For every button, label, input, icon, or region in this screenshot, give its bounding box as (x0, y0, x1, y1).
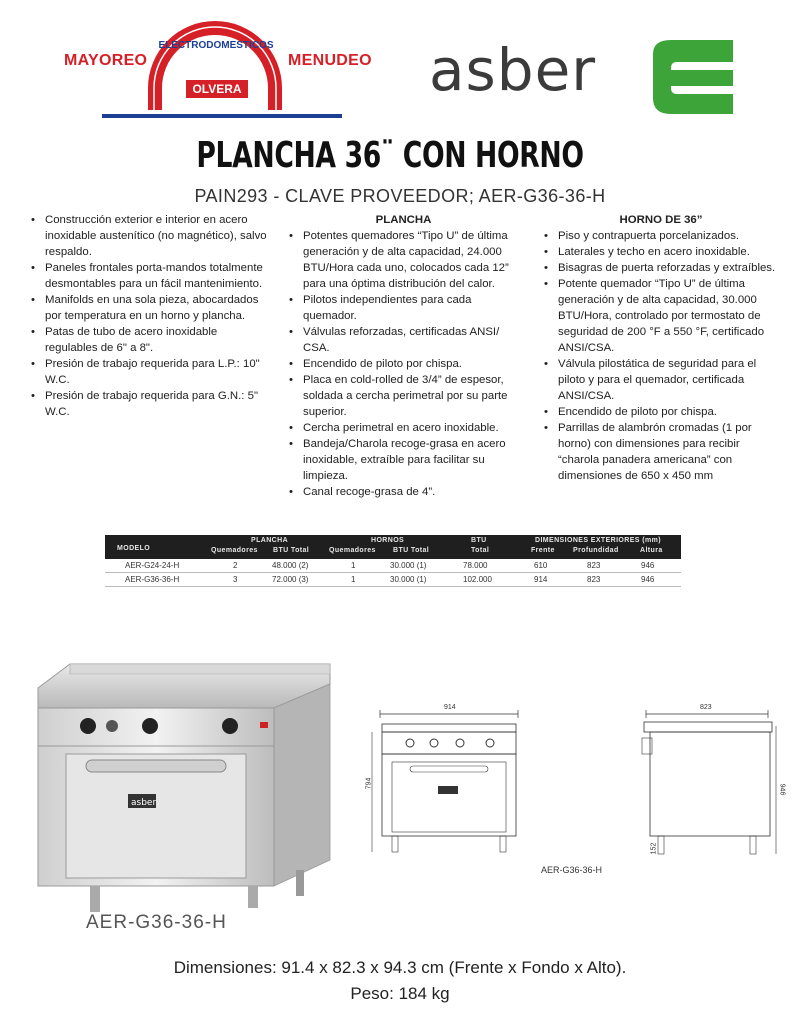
cell-modelo: AER-G24-24-H (125, 561, 180, 570)
th-group-plancha: PLANCHA (251, 537, 289, 544)
asber-logo (425, 30, 745, 120)
side-depth-label: 823 (700, 704, 712, 711)
front-height-label: 794 (365, 777, 373, 790)
product-photo (30, 660, 350, 940)
plancha-features-column (286, 212, 521, 500)
list-item: • Canal recoge-grasa de 4”. (286, 484, 521, 500)
list-item: • Manifolds en una sola pieza, abocardados por temperatura en un horno y plancha. (28, 292, 268, 324)
cell-btu-plancha: 72.000 (3) (272, 575, 309, 584)
logo-arch-icon (140, 18, 290, 114)
cell-frente: 610 (534, 561, 548, 570)
th-altura: Altura (640, 547, 663, 554)
cell-quemadores-plancha: 2 (233, 561, 238, 570)
spec-table (105, 535, 681, 587)
table-header (105, 535, 681, 559)
cell-altura: 946 (641, 561, 655, 570)
cell-modelo: AER-G36-36-H (125, 575, 180, 584)
page-subtitle: PAIN293 - CLAVE PROVEEDOR; AER-G36-36-H (194, 186, 606, 206)
photo-door-badge: asber (131, 798, 157, 808)
cell-btu-hornos: 30.000 (1) (390, 575, 427, 584)
list-item: • Presión de trabajo requerida para L.P.: 10" W.C. (28, 356, 268, 388)
list-item: • Potente quemador “Tipo U” de última generación y de alta capacidad, 30.000 BTU/Hora, controlado por termostato de seguridad de 200 °F a 550 °F, certificado ANSI/CSA. (541, 276, 781, 356)
page-title: PLANCHA 36¨ CON HORNO (196, 135, 584, 176)
list-item: • Paneles frontales porta-mandos totalmente desmontables para un fácil mantenimiento. (28, 260, 268, 292)
logo-underline (102, 114, 342, 118)
th-group-btu: BTU (471, 537, 487, 544)
leg-height-label: 152 (650, 842, 658, 855)
list-item: • Válvula pilostática de seguridad para el piloto y para el quemador, certificada ANSI/CSA. (541, 356, 781, 404)
footer-dimensions: Dimensiones: 91.4 x 82.3 x 94.3 cm (Frente x Fondo x Alto). (173, 958, 627, 977)
list-item: • Laterales y techo en acero inoxidable. (541, 244, 781, 260)
list-item: • Presión de trabajo requerida para G.N.: 5" W.C. (28, 388, 268, 420)
list-item: • Encendido de piloto por chispa. (541, 404, 781, 420)
list-item: • Encendido de piloto por chispa. (286, 356, 521, 372)
list-item: • Bisagras de puerta reforzadas y extraíbles. (541, 260, 781, 276)
front-width-label: 914 (444, 704, 456, 711)
table-row (105, 573, 681, 587)
side-elevation-drawing (640, 702, 790, 862)
asber-wordmark: asber (429, 36, 597, 104)
list-item: • Cercha perimetral en acero inoxidable. (286, 420, 521, 436)
cell-btu-plancha: 48.000 (2) (272, 561, 309, 570)
logo-arc-text: ELECTRODOMESTICOS (158, 40, 274, 51)
list-item: • Placa en cold-rolled de 3/4” de espesor, soldada a cercha perimetral por su parte superior. (286, 372, 521, 420)
footer-weight: Peso: 184 kg (350, 984, 450, 1003)
general-features-column (28, 212, 268, 420)
list-item: • Construcción exterior e interior en acero inoxidable austenítico (no magnético), salvo respaldo. (28, 212, 268, 260)
side-height-label: 946 (778, 783, 786, 796)
photo-caption: AER-G36-36-H (86, 912, 227, 933)
cell-quemadores-plancha: 3 (233, 575, 238, 584)
plancha-heading: PLANCHA (375, 214, 432, 226)
cell-quemadores-hornos: 1 (351, 575, 356, 584)
th-btu-total-plancha: BTU Total (273, 547, 310, 554)
list-item: • Piso y contrapuerta porcelanizados. (541, 228, 781, 244)
th-group-hornos: HORNOS (371, 537, 405, 544)
logo-menudeo-text: MENUDEO (288, 52, 372, 69)
th-btu-total: Total (471, 547, 490, 554)
olvera-logo (60, 18, 390, 118)
cell-btu-total: 102.000 (463, 575, 492, 584)
list-item: • Potentes quemadores “Tipo U” de última generación y de alta capacidad, 24.000 BTU/Hora cada uno, colocados cada 12” para una óptima distribución del calor. (286, 228, 521, 292)
logo-mayoreo-text: MAYOREO (64, 52, 148, 69)
list-item: • Parrillas de alambrón cromadas (1 por horno) con dimensiones para recibir “charola panadera americana” con dimensiones de 650 x 450 mm (541, 420, 781, 484)
logo-olvera-badge: OLVERA (186, 80, 248, 98)
cell-btu-hornos: 30.000 (1) (390, 561, 427, 570)
cell-quemadores-hornos: 1 (351, 561, 356, 570)
th-btu-total-hornos: BTU Total (393, 547, 430, 554)
drawing-caption: AER-G36-36-H (541, 865, 603, 875)
horno-heading: HORNO DE 36” (619, 214, 703, 226)
front-elevation-drawing (362, 702, 532, 862)
th-quemadores-plancha: Quemadores (211, 547, 258, 554)
cell-frente: 914 (534, 575, 548, 584)
cell-profundidad: 823 (587, 561, 601, 570)
th-modelo: MODELO (117, 545, 151, 552)
table-row (105, 559, 681, 573)
th-frente: Frente (531, 547, 555, 554)
cell-btu-total: 78.000 (463, 561, 488, 570)
th-quemadores-hornos: Quemadores (329, 547, 376, 554)
cell-altura: 946 (641, 575, 655, 584)
list-item: • Válvulas reforzadas, certificadas ANSI/ CSA. (286, 324, 521, 356)
cell-profundidad: 823 (587, 575, 601, 584)
horno-features-column (541, 212, 781, 484)
list-item: • Pilotos independientes para cada quemador. (286, 292, 521, 324)
th-profundidad: Profundidad (573, 547, 619, 554)
th-group-dims: DIMENSIONES EXTERIORES (mm) (535, 537, 661, 544)
list-item: • Patas de tubo de acero inoxidable regulables de 6" a 8". (28, 324, 268, 356)
list-item: • Bandeja/Charola recoge-grasa en acero inoxidable, extraíble para facilitar su limpieza. (286, 436, 521, 484)
asber-mark-icon (647, 36, 735, 116)
